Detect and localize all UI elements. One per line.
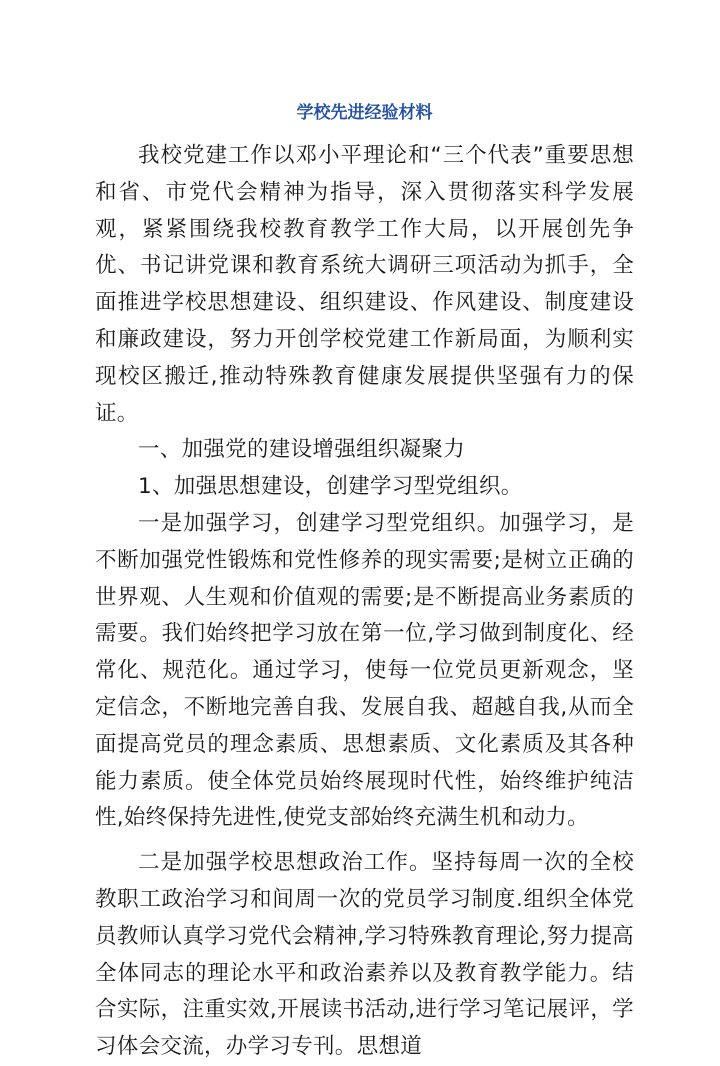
subsection-heading-1: 1、加强思想建设，创建学习型党组织。 xyxy=(138,474,523,500)
section-heading-1: 一、加强党的建设增强组织凝聚力 xyxy=(138,437,466,463)
paragraph-study: 一是加强学习，创建学习型党组织。加强学习，是不断加强党性锻炼和党性修养的现实需要;是树立正确的世界观、人生观和价值观的需要;是不断提高业务素质的需要。我们始终把学习放在第一位,学习做到制度化、经常化、规范化。通过学习，使每一位党员更新观念，坚定信念，不断地完善自我、发展自我、超越自我,从而全面提高党员的理念素质、思想素质、文化素质及其各种能力素质。使全体党员始终展现时代性，始终维护纯洁性,始终保持先进性,使党支部始终充满生机和动力。 xyxy=(95,510,634,831)
document-title: 学校先进经验材料 xyxy=(296,103,433,123)
paragraph-intro: 我校党建工作以邓小平理论和“三个代表”重要思想和省、市党代会精神为指导，深入贯彻落实科学发展观，紧紧围绕我校教育教学工作大局，以开展创先争优、书记讲党课和教育系统大调研三项活动为抓手，全面推进学校思想建设、组织建设、作风建设、制度建设和廉政建设，努力开创学校党建工作新局面，为顺利实现校区搬迁,推动特殊教育健康发展提供坚强有力的保证。 xyxy=(95,143,634,426)
paragraph-political-work: 二是加强学校思想政治工作。坚持每周一次的全校教职工政治学习和间周一次的党员学习制度.组织全体党员教师认真学习党代会精神,学习特殊教育理论,努力提高全体同志的理论水平和政治素养以及教育教学能力。结合实际，注重实效,开展读书活动,进行学习笔记展评，学习体会交流，办学习专刊。思想道 xyxy=(95,850,634,1060)
